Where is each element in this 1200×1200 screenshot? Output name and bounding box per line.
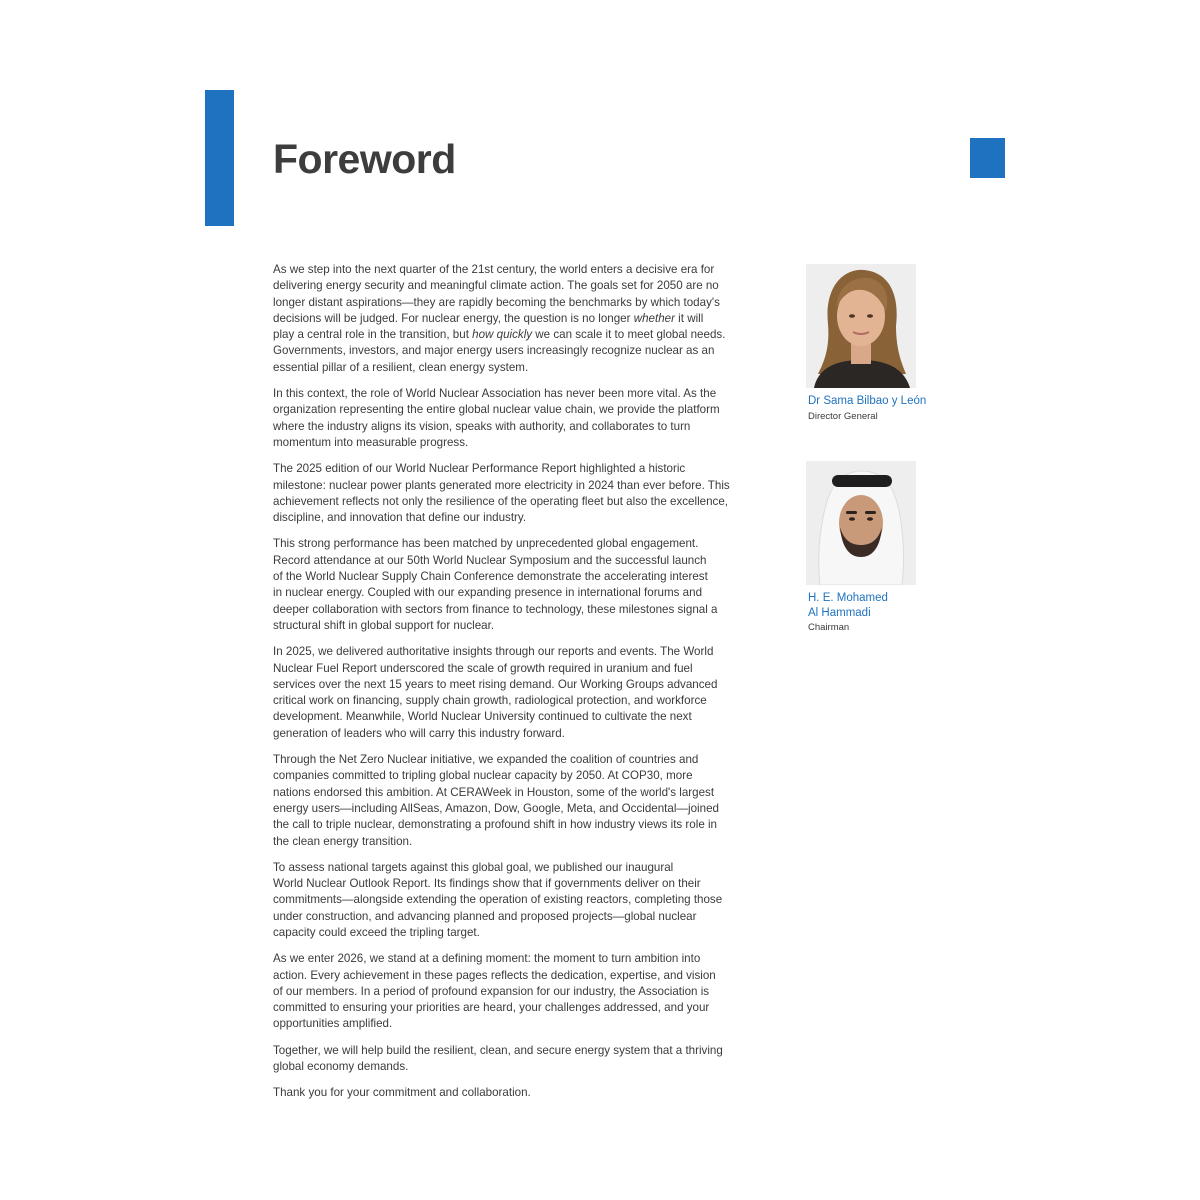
paragraph-3: The 2025 edition of our World Nuclear Performance Report highlighted a historic milestone: nuclear power plants generated more electricity in 2024 than ever before. This achievement reflects not only the resilience of the operating fleet but also the excellence, discipline, and innovation that define our industry. <box>273 462 730 525</box>
paragraph-10: Thank you for your commitment and collaboration. <box>273 1086 531 1100</box>
director-general-photo <box>806 264 916 388</box>
paragraph-1-text-b: it will play a central role in the transition, but <box>273 311 704 342</box>
paragraph-9: Together, we will help build the resilient, clean, and secure energy system that a thriving global economy demands. <box>273 1043 723 1074</box>
person-role-director-general: Director General <box>808 411 878 422</box>
paragraph-7: To assess national targets against this global goal, we published our inaugural World Nuclear Outlook Report. Its findings show that if governments deliver on their commitments—alongside extending the operation of existing reactors, completing those under construction, and advancing planned and proposed projects—global nuclear capacity could exceed the tripling target. <box>273 860 723 939</box>
paragraph-5: In 2025, we delivered authoritative insights through our reports and events. The World Nuclear Fuel Report underscored the scale of growth required in uranium and fuel services over the next 15 years to meet rising demand. Our Working Groups advanced critical work on financing, supply chain growth, radiological protection, and workforce development. Meanwhile, World Nuclear University continued to cultivate the next generation of leaders who will carry this industry forward. <box>273 645 718 740</box>
paragraph-1-text-c: we can scale it to meet global needs. Governments, investors, and major energy users increasingly recognize nuclear as an essential pillar of a resilient, clean energy system. <box>273 328 726 374</box>
accent-square <box>970 138 1005 178</box>
person-role-chairman: Chairman <box>808 622 850 633</box>
paragraph-1-emphasis-how-quickly: how quickly <box>472 328 533 342</box>
person-name-chairman: H. E. Mohamed Al Hammadi <box>808 592 888 619</box>
paragraph-1-text-a: As we step into the next quarter of the 21st century, the world enters a decisive era for delivering energy security and meaningful climate action. The goals set for 2050 are no longer distant aspirations—they are rapidly becoming the benchmarks by which today's decisions will be judged. For nuclear energy, the question is no longer <box>273 263 720 325</box>
paragraph-1-emphasis-whether: whether <box>633 311 675 325</box>
page-title: Foreword <box>273 136 456 182</box>
foreword-body <box>273 262 773 1112</box>
paragraph-4: This strong performance has been matched by unprecedented global engagement. Record attendance at our 50th World Nuclear Symposium and the successful launch of the World Nuclear Supply Chain Conference demonstrate the accelerating interest in nuclear energy. Coupled with our expanding presence in international forums and deeper collaboration with sectors from finance to technology, these milestones signal a structural shift in global support for nuclear. <box>273 537 718 632</box>
paragraph-2: In this context, the role of World Nuclear Association has never been more vital. As the organization representing the entire global nuclear value chain, we provide the platform where the industry aligns its vision, speaks with authority, and collaborates to turn momentum into measurable progress. <box>273 387 720 449</box>
chairman-photo <box>806 461 916 585</box>
paragraph-1 <box>273 262 773 376</box>
paragraph-6: Through the Net Zero Nuclear initiative, we expanded the coalition of countries and companies committed to tripling global nuclear capacity by 2050. At COP30, more nations endorsed this ambition. At CERAWeek in Houston, some of the world's largest energy users—including AllSeas, Amazon, Dow, Google, Meta, and Occidental—joined the call to triple nuclear, demonstrating a profound shift in how industry views its role in the clean energy transition. <box>273 753 719 848</box>
accent-bar-left <box>205 90 234 226</box>
person-name-director-general: Dr Sama Bilbao y León <box>808 395 927 407</box>
paragraph-8: As we enter 2026, we stand at a defining moment: the moment to turn ambition into action. Every achievement in these pages reflects the dedication, expertise, and vision of our members. In a period of profound expansion for our industry, the Association is committed to ensuring your priorities are heard, your challenges addressed, and your opportunities amplified. <box>273 952 716 1031</box>
